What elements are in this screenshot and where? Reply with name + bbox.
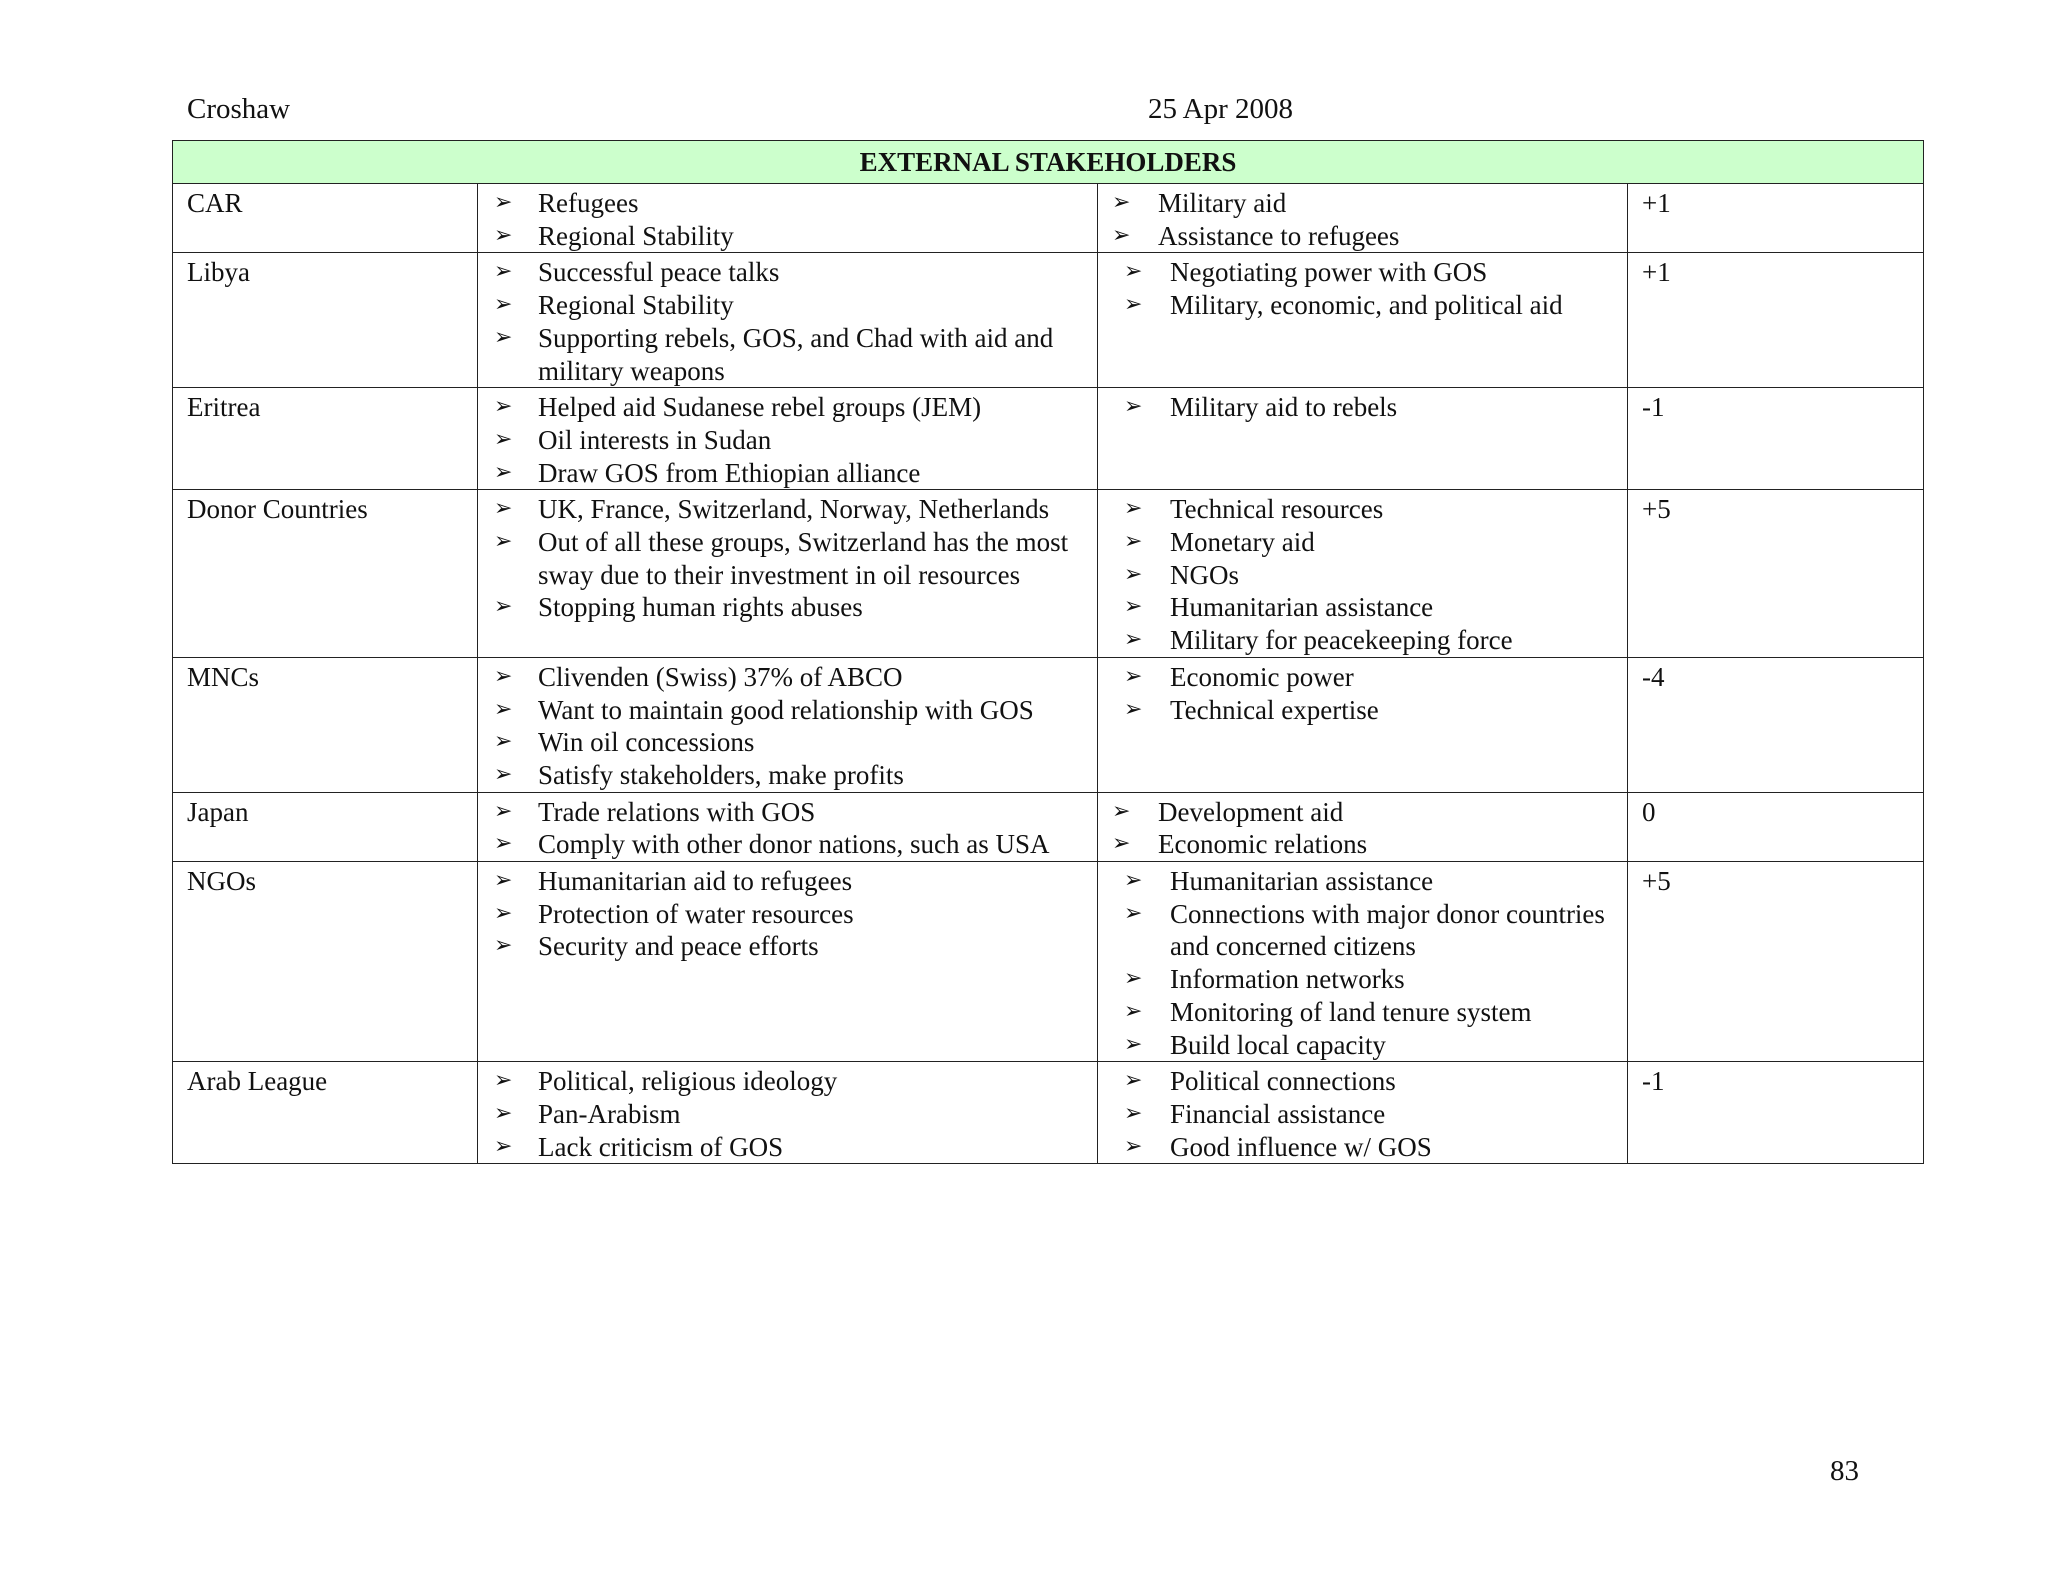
stakeholder-name: Libya <box>173 253 478 388</box>
table-row <box>173 253 1924 388</box>
resources-cell <box>1098 1062 1628 1164</box>
list-item-text: Humanitarian aid to refugees <box>538 866 853 897</box>
list-item-text: Draw GOS from Ethiopian alliance <box>538 457 921 488</box>
list-item <box>478 256 1097 289</box>
list-item-text: Monetary aid <box>1170 527 1315 558</box>
list-item-text: Successful peace talks <box>538 257 780 288</box>
interests-cell <box>478 490 1098 658</box>
list-item-text: Monitoring of land tenure system <box>1170 996 1532 1027</box>
list-item <box>1098 493 1627 526</box>
list-item-text: Military aid to rebels <box>1170 392 1398 423</box>
arrowhead-bullet-icon: ➢ <box>1112 190 1131 215</box>
list-item-text: Development aid <box>1158 796 1344 827</box>
list-item <box>1098 796 1627 829</box>
arrowhead-bullet-icon: ➢ <box>494 594 513 620</box>
list-item-text: Assistance to refugees <box>1158 220 1400 251</box>
bullet-list <box>1098 1065 1627 1163</box>
arrowhead-bullet-icon: ➢ <box>494 394 513 420</box>
list-item <box>478 865 1097 898</box>
interests-cell <box>478 253 1098 388</box>
arrowhead-bullet-icon: ➢ <box>1124 966 1143 992</box>
stakeholder-score: +1 <box>1628 184 1924 253</box>
interests-cell <box>478 862 1098 1062</box>
list-item-text: Security and peace efforts <box>538 931 819 962</box>
list-item <box>1098 526 1627 559</box>
list-item-text: Pan-Arabism <box>538 1098 681 1129</box>
arrowhead-bullet-icon: ➢ <box>1124 663 1143 689</box>
stakeholder-score: -1 <box>1628 1062 1924 1164</box>
arrowhead-bullet-icon: ➢ <box>1124 1133 1143 1159</box>
list-item-text: Lack criticism of GOS <box>538 1131 784 1162</box>
list-item <box>1098 996 1627 1029</box>
list-item-text: Protection of water resources <box>538 898 854 929</box>
stakeholder-score: -4 <box>1628 657 1924 792</box>
arrowhead-bullet-icon: ➢ <box>494 663 513 689</box>
arrowhead-bullet-icon: ➢ <box>494 259 513 285</box>
list-item <box>478 828 1097 861</box>
list-item <box>1098 289 1627 322</box>
table-row <box>173 184 1924 253</box>
stakeholder-score: 0 <box>1628 792 1924 861</box>
list-item <box>478 220 1097 253</box>
list-item <box>1098 591 1627 624</box>
bullet-list <box>478 865 1097 963</box>
table-row <box>173 1062 1924 1164</box>
stakeholder-name: Arab League <box>173 1062 478 1164</box>
arrowhead-bullet-icon: ➢ <box>494 190 513 215</box>
arrowhead-bullet-icon: ➢ <box>494 729 513 755</box>
stakeholder-name: NGOs <box>173 862 478 1062</box>
list-item <box>1098 1065 1627 1098</box>
list-item-text: Refugees <box>538 188 639 218</box>
bullet-list <box>478 1065 1097 1163</box>
arrowhead-bullet-icon: ➢ <box>494 529 513 555</box>
list-item <box>478 322 1097 387</box>
arrowhead-bullet-icon: ➢ <box>1112 222 1131 248</box>
list-item-text: Humanitarian assistance <box>1170 866 1434 897</box>
arrowhead-bullet-icon: ➢ <box>1124 394 1143 420</box>
stakeholder-name: MNCs <box>173 657 478 792</box>
list-item-text: Regional Stability <box>538 220 734 251</box>
list-item-text: Political connections <box>1170 1066 1396 1097</box>
arrowhead-bullet-icon: ➢ <box>1124 627 1143 653</box>
list-item <box>478 759 1097 792</box>
arrowhead-bullet-icon: ➢ <box>1124 529 1143 555</box>
bullet-list <box>1098 256 1627 321</box>
arrowhead-bullet-icon: ➢ <box>494 496 513 522</box>
list-item-text: Military for peacekeeping force <box>1170 625 1513 656</box>
bullet-list <box>1098 796 1627 861</box>
list-item <box>478 457 1097 490</box>
arrowhead-bullet-icon: ➢ <box>1112 831 1131 857</box>
list-item <box>478 661 1097 694</box>
list-item <box>1098 1098 1627 1131</box>
list-item <box>478 493 1097 526</box>
bullet-list <box>478 493 1097 624</box>
list-item <box>1098 963 1627 996</box>
list-item <box>1098 391 1627 424</box>
resources-cell <box>1098 490 1628 658</box>
resources-cell <box>1098 657 1628 792</box>
arrowhead-bullet-icon: ➢ <box>494 761 513 787</box>
list-item <box>1098 256 1627 289</box>
list-item-text: Oil interests in Sudan <box>538 424 772 455</box>
arrowhead-bullet-icon: ➢ <box>1124 1100 1143 1126</box>
list-item-text: Out of all these groups, Switzerland has the most sway due to their investment in oil resources <box>538 527 1069 590</box>
bullet-list <box>1098 661 1627 726</box>
list-item <box>478 391 1097 424</box>
list-item <box>478 187 1097 220</box>
list-item-text: Information networks <box>1170 964 1405 995</box>
list-item-text: Negotiating power with GOS <box>1170 257 1488 288</box>
list-item <box>1098 828 1627 861</box>
list-item <box>1098 1029 1627 1062</box>
arrowhead-bullet-icon: ➢ <box>494 696 513 722</box>
list-item <box>1098 624 1627 657</box>
list-item <box>1098 661 1627 694</box>
resources-cell <box>1098 184 1628 253</box>
resources-cell <box>1098 862 1628 1062</box>
arrowhead-bullet-icon: ➢ <box>494 1133 513 1159</box>
list-item <box>478 591 1097 624</box>
stakeholder-name: Donor Countries <box>173 490 478 658</box>
arrowhead-bullet-icon: ➢ <box>1124 496 1143 522</box>
arrowhead-bullet-icon: ➢ <box>494 459 513 485</box>
list-item-text: Connections with major donor countries and concerned citizens <box>1170 898 1605 962</box>
arrowhead-bullet-icon: ➢ <box>494 222 513 248</box>
list-item-text: Economic relations <box>1158 829 1368 860</box>
list-item-text: Military, economic, and political aid <box>1170 290 1563 321</box>
list-item-text: Humanitarian assistance <box>1170 592 1434 623</box>
list-item-text: Stopping human rights abuses <box>538 592 863 623</box>
list-item-text: Clivenden (Swiss) 37% of ABCO <box>538 661 903 692</box>
bullet-list <box>1098 391 1627 424</box>
list-item <box>478 796 1097 829</box>
arrowhead-bullet-icon: ➢ <box>1124 259 1143 285</box>
list-item <box>478 726 1097 759</box>
list-item <box>1098 1131 1627 1164</box>
arrowhead-bullet-icon: ➢ <box>1124 594 1143 620</box>
arrowhead-bullet-icon: ➢ <box>494 831 513 857</box>
arrowhead-bullet-icon: ➢ <box>494 1100 513 1126</box>
list-item-text: Military aid <box>1158 188 1287 218</box>
bullet-list <box>478 187 1097 252</box>
interests-cell <box>478 657 1098 792</box>
list-item <box>1098 898 1627 963</box>
bullet-list <box>1098 865 1627 1061</box>
arrowhead-bullet-icon: ➢ <box>1124 1031 1143 1057</box>
header-author: Croshaw <box>187 93 291 125</box>
list-item-text: Trade relations with GOS <box>538 796 816 827</box>
arrowhead-bullet-icon: ➢ <box>494 900 513 926</box>
list-item-text: Satisfy stakeholders, make profits <box>538 759 904 790</box>
table-row <box>173 388 1924 490</box>
bullet-list <box>478 796 1097 861</box>
stakeholder-score: +5 <box>1628 490 1924 658</box>
interests-cell <box>478 792 1098 861</box>
header-date: 25 Apr 2008 <box>1148 93 1293 125</box>
interests-cell <box>478 1062 1098 1164</box>
arrowhead-bullet-icon: ➢ <box>494 292 513 318</box>
list-item <box>478 1131 1097 1164</box>
arrowhead-bullet-icon: ➢ <box>494 933 513 959</box>
arrowhead-bullet-icon: ➢ <box>494 798 513 824</box>
list-item <box>1098 559 1627 592</box>
table-row <box>173 792 1924 861</box>
bullet-list <box>478 391 1097 489</box>
bullet-list <box>1098 493 1627 657</box>
list-item-text: Regional Stability <box>538 290 734 321</box>
list-item <box>478 424 1097 457</box>
arrowhead-bullet-icon: ➢ <box>494 324 513 350</box>
stakeholder-score: -1 <box>1628 388 1924 490</box>
arrowhead-bullet-icon: ➢ <box>1124 1068 1143 1094</box>
list-item-text: Build local capacity <box>1170 1029 1386 1060</box>
table-row <box>173 657 1924 792</box>
resources-cell <box>1098 388 1628 490</box>
list-item <box>478 898 1097 931</box>
bullet-list <box>478 661 1097 792</box>
list-item-text: Win oil concessions <box>538 727 755 758</box>
list-item <box>478 930 1097 963</box>
list-item <box>478 526 1097 591</box>
arrowhead-bullet-icon: ➢ <box>1112 798 1131 824</box>
table-row <box>173 490 1924 658</box>
stakeholder-name: CAR <box>173 184 478 253</box>
interests-cell <box>478 184 1098 253</box>
interests-cell <box>478 388 1098 490</box>
arrowhead-bullet-icon: ➢ <box>1124 868 1143 894</box>
list-item <box>478 1098 1097 1131</box>
list-item <box>1098 220 1627 253</box>
list-item-text: Economic power <box>1170 661 1354 692</box>
list-item <box>1098 865 1627 898</box>
stakeholders-table <box>172 140 1924 1164</box>
arrowhead-bullet-icon: ➢ <box>494 426 513 452</box>
list-item <box>1098 187 1627 220</box>
resources-cell <box>1098 792 1628 861</box>
table-body <box>173 184 1924 1164</box>
list-item <box>478 694 1097 727</box>
list-item <box>478 1065 1097 1098</box>
list-item-text: Technical resources <box>1170 494 1384 525</box>
stakeholder-score: +5 <box>1628 862 1924 1062</box>
table-title-row <box>173 141 1924 184</box>
resources-cell <box>1098 253 1628 388</box>
arrowhead-bullet-icon: ➢ <box>494 1068 513 1094</box>
stakeholder-name: Japan <box>173 792 478 861</box>
list-item-text: Supporting rebels, GOS, and Chad with aid and military weapons <box>538 322 1054 386</box>
arrowhead-bullet-icon: ➢ <box>1124 292 1143 318</box>
arrowhead-bullet-icon: ➢ <box>1124 696 1143 722</box>
list-item-text: UK, France, Switzerland, Norway, Netherlands <box>538 494 1050 525</box>
list-item-text: Technical expertise <box>1170 694 1379 725</box>
arrowhead-bullet-icon: ➢ <box>494 868 513 894</box>
table-row <box>173 862 1924 1062</box>
list-item-text: Helped aid Sudanese rebel groups (JEM) <box>538 392 982 423</box>
list-item-text: NGOs <box>1170 559 1240 590</box>
stakeholder-score: +1 <box>1628 253 1924 388</box>
arrowhead-bullet-icon: ➢ <box>1124 900 1143 926</box>
list-item-text: Good influence w/ GOS <box>1170 1131 1432 1162</box>
stakeholder-name: Eritrea <box>173 388 478 490</box>
list-item-text: Political, religious ideology <box>538 1066 838 1097</box>
list-item-text: Comply with other donor nations, such as USA <box>538 829 1050 860</box>
list-item-text: Financial assistance <box>1170 1098 1386 1129</box>
list-item-text: Want to maintain good relationship with GOS <box>538 694 1034 725</box>
list-item <box>478 289 1097 322</box>
bullet-list <box>1098 187 1627 252</box>
arrowhead-bullet-icon: ➢ <box>1124 998 1143 1024</box>
bullet-list <box>478 256 1097 387</box>
list-item <box>1098 694 1627 727</box>
page-number: 83 <box>1830 1455 1859 1487</box>
table-title: EXTERNAL STAKEHOLDERS <box>173 141 1924 184</box>
arrowhead-bullet-icon: ➢ <box>1124 561 1143 587</box>
